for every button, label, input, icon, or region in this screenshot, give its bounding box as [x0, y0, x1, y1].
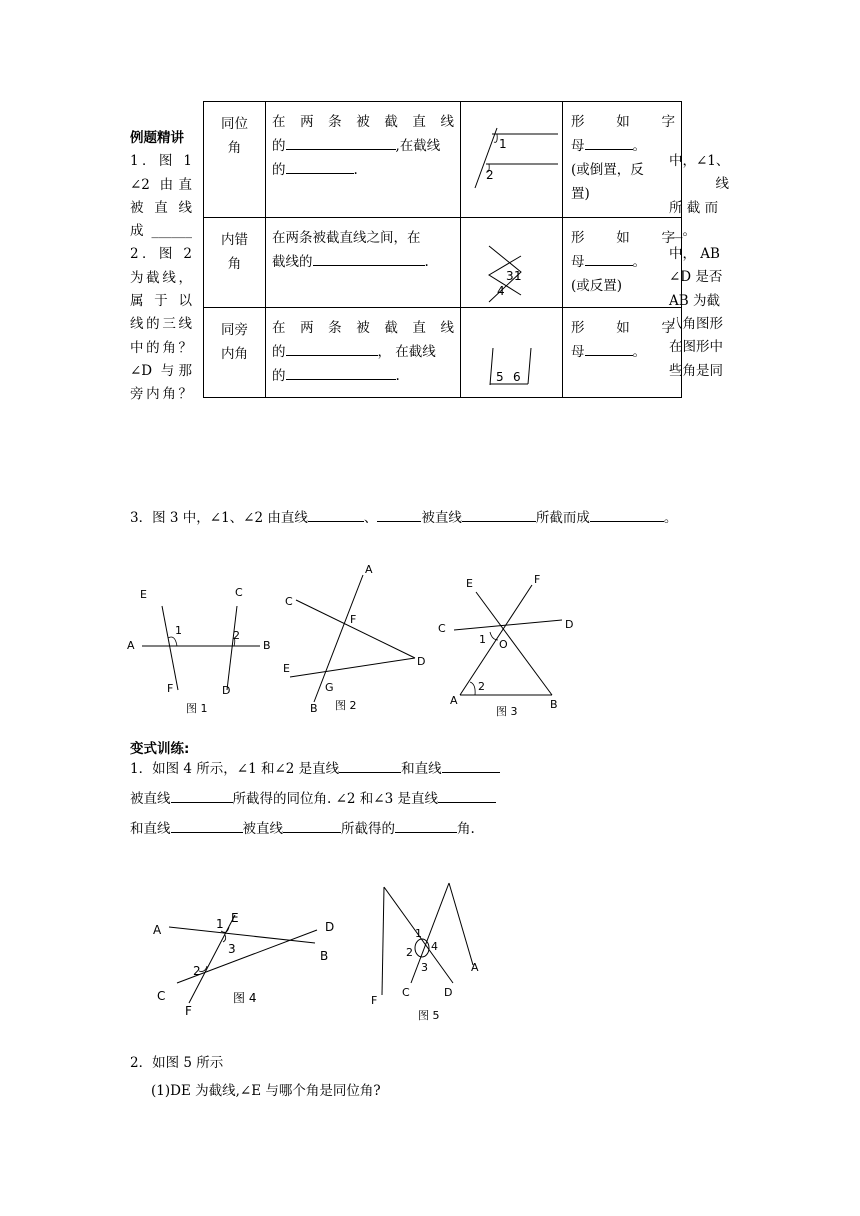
angle-name: 角	[227, 256, 242, 272]
variant-heading: 变式训练:	[130, 741, 190, 757]
answer-blank[interactable]	[438, 787, 496, 803]
point-label: A	[127, 639, 135, 652]
figure-2	[280, 560, 430, 720]
angle-label: 4	[497, 284, 505, 298]
point-label: A	[471, 961, 479, 974]
definition-text: 在 两 条 被 截 直 线	[272, 320, 454, 336]
definition-text: 的	[272, 138, 286, 154]
answer-blank[interactable]	[286, 134, 396, 150]
angle-type-table	[203, 101, 682, 398]
right-fragment: 线	[715, 176, 729, 193]
point-label: F	[185, 1004, 192, 1018]
shape-form-cell	[563, 102, 682, 218]
question-text: 角.	[457, 821, 475, 837]
angle-label: 2	[486, 168, 494, 182]
table-row-corresponding	[204, 102, 682, 218]
point-label: O	[499, 638, 508, 651]
point-label: E	[140, 588, 147, 601]
answer-blank[interactable]	[585, 340, 633, 356]
shape-figure-cell	[461, 102, 563, 218]
angle-name: 同位	[221, 116, 248, 132]
figure-5	[365, 875, 490, 1030]
angle-label: 6	[513, 370, 521, 384]
point-label: A	[153, 923, 162, 937]
angle-label: 2	[478, 680, 485, 693]
question-text: 。	[663, 510, 678, 526]
right-fragment: 在图形中	[669, 339, 723, 356]
answer-blank[interactable]	[313, 250, 425, 266]
definition-text: 的	[272, 162, 286, 178]
figure-caption: 图 4	[233, 991, 257, 1005]
answer-blank[interactable]	[339, 757, 401, 773]
definition-text: 的	[272, 344, 286, 360]
angle-label: 1	[216, 917, 224, 931]
figure-caption: 图 3	[496, 705, 518, 718]
definition-text: ,在截线	[395, 138, 441, 154]
form-text: 形 如 字	[571, 320, 675, 336]
shape-form-cell	[563, 308, 682, 398]
point-label: F	[350, 613, 357, 626]
point-label: C	[438, 622, 446, 635]
point-label: B	[320, 949, 329, 963]
point-label: D	[417, 655, 426, 668]
angle-label: 1	[514, 269, 522, 283]
angle-label: 2	[193, 964, 201, 978]
point-label: D	[325, 920, 335, 934]
right-fragment: 八角图形	[669, 316, 723, 333]
angle-label: 4	[431, 940, 438, 953]
answer-blank[interactable]	[283, 817, 341, 833]
point-label: G	[325, 681, 334, 694]
figure-caption: 图 1	[186, 702, 208, 715]
right-fragment: __。	[669, 222, 696, 239]
question-text: 所截得的	[341, 821, 395, 837]
point-label: B	[263, 639, 271, 652]
left-fragment: 2．图 2	[130, 246, 192, 263]
answer-blank[interactable]	[308, 506, 364, 522]
right-fragment: 中， AB	[669, 246, 720, 263]
question-text: 和直线	[130, 821, 171, 837]
answer-blank[interactable]	[286, 364, 396, 380]
answer-blank[interactable]	[286, 340, 378, 356]
right-fragment: 所 截 而	[669, 199, 719, 216]
variant-question-1	[130, 757, 500, 841]
definition-cell	[266, 308, 461, 398]
form-text: 。	[632, 344, 646, 360]
angle-name-cell	[204, 308, 266, 398]
point-label: C	[402, 986, 410, 999]
form-text: 母	[571, 254, 585, 270]
definition-text: .	[395, 368, 400, 384]
left-fragment: 成______	[130, 223, 192, 240]
form-text: (或反置)	[571, 278, 623, 294]
left-fragment: 被 直 线	[130, 199, 192, 216]
form-text: 形 如 字	[571, 114, 675, 130]
left-fragment: 中的角？	[130, 339, 192, 356]
point-label: F	[371, 994, 378, 1007]
angle-name: 内错	[221, 232, 248, 248]
answer-blank[interactable]	[590, 506, 664, 522]
right-fragment: 些角是同	[669, 362, 723, 379]
right-fragment: ∠D 是否	[669, 269, 723, 286]
angle-name: 同旁	[221, 322, 248, 338]
definition-text: 在 两 条 被 截 直 线	[272, 114, 454, 130]
left-fragment: ∠2 由直	[130, 176, 192, 193]
point-label: C	[157, 989, 166, 1003]
definition-text: .	[353, 162, 358, 178]
left-fragment: 旁内角？	[130, 386, 192, 403]
form-text: 母	[571, 344, 585, 360]
point-label: A	[365, 563, 373, 576]
form-text: 。	[632, 138, 646, 154]
answer-blank[interactable]	[585, 250, 633, 266]
angle-name-cell	[204, 218, 266, 308]
point-label: D	[444, 986, 453, 999]
point-label: D	[222, 684, 231, 697]
question-text: 1．如图 4 所示，∠1 和∠2 是直线	[130, 761, 340, 777]
definition-text: .	[424, 254, 429, 270]
example-left-column	[130, 127, 192, 407]
angle-label: 3	[421, 961, 428, 974]
angle-label: 1	[175, 624, 182, 637]
angle-name-cell	[204, 102, 266, 218]
question-text: 被直线	[130, 791, 171, 807]
answer-blank[interactable]	[377, 506, 421, 522]
point-label: F	[167, 682, 174, 695]
question-text: 3．图 3 中，∠1、∠2 由直线	[130, 510, 308, 526]
answer-blank[interactable]	[171, 787, 233, 803]
table-row-interior	[204, 308, 682, 398]
left-fragment: 1．图 1	[130, 153, 192, 170]
question-text: 和直线	[401, 761, 442, 777]
form-text: 。	[632, 254, 646, 270]
angle-label: 2	[406, 946, 413, 959]
angle-label: 1	[479, 633, 486, 646]
question-text: 所截而成	[535, 510, 590, 526]
definition-text: 的	[272, 368, 286, 384]
form-text: 形 如 字	[571, 230, 675, 246]
answer-blank[interactable]	[442, 757, 500, 773]
form-text: 置)	[571, 186, 590, 202]
angle-label: 1	[415, 927, 422, 940]
angle-name: 角	[227, 140, 242, 156]
shape-figure-cell	[461, 308, 563, 398]
definition-text: 截线的	[272, 254, 313, 270]
point-label: E	[283, 662, 290, 675]
question-text: 被直线	[242, 821, 283, 837]
left-fragment: ∠D 与那	[130, 362, 192, 379]
question-text: 被直线	[421, 510, 462, 526]
point-label: C	[285, 595, 293, 608]
point-label: F	[534, 573, 541, 586]
angle-label: 3	[506, 269, 514, 283]
figure-caption: 图 2	[335, 699, 357, 712]
question-text: 所截得的同位角. ∠2 和∠3 是直线	[232, 791, 438, 807]
answer-blank[interactable]	[286, 158, 354, 174]
left-fragment: 为截线，	[130, 269, 192, 286]
angle-label: 5	[496, 370, 504, 384]
point-label: B	[310, 702, 318, 715]
angle-name: 内角	[221, 346, 248, 362]
answer-blank[interactable]	[462, 506, 536, 522]
point-label: E	[231, 911, 239, 925]
right-fragment: AB 为截	[669, 292, 720, 309]
variant-question-2-sub-1: (1)DE 为截线,∠E 与哪个角是同位角?	[151, 1083, 381, 1099]
left-fragment: 属 于 以	[130, 293, 192, 310]
definition-text: ， 在截线	[377, 344, 436, 360]
f-shape-diagram	[461, 102, 562, 218]
z-shape-diagram	[461, 218, 562, 308]
left-fragment: 线的三线	[130, 316, 192, 333]
figure-1	[120, 578, 285, 718]
question-text: 、	[363, 510, 378, 526]
table-row-alternate	[204, 218, 682, 308]
u-shape-diagram	[461, 308, 562, 398]
shape-figure-cell	[461, 218, 563, 308]
right-fragment: 中，∠1、	[669, 153, 730, 169]
example-heading: 例题精讲	[130, 130, 184, 146]
form-text: 母	[571, 138, 585, 154]
point-label: A	[450, 694, 458, 707]
point-label: D	[565, 618, 574, 631]
answer-blank[interactable]	[395, 817, 457, 833]
point-label: C	[235, 586, 243, 599]
figure-3	[432, 570, 587, 720]
answer-blank[interactable]	[585, 134, 633, 150]
point-label: E	[466, 577, 473, 590]
form-text: (或倒置，反	[571, 162, 644, 178]
question-3	[130, 506, 677, 530]
figure-4	[145, 905, 345, 1020]
answer-blank[interactable]	[171, 817, 243, 833]
definition-text: 在两条被截直线之间，在	[272, 230, 421, 246]
definition-cell	[266, 102, 461, 218]
point-label: B	[550, 698, 558, 711]
shape-form-cell	[563, 218, 682, 308]
figure-caption: 图 5	[418, 1009, 440, 1022]
definition-cell	[266, 218, 461, 308]
angle-label: 3	[228, 942, 236, 956]
variant-question-2: 2．如图 5 所示	[130, 1055, 224, 1071]
angle-label: 2	[233, 629, 240, 642]
angle-label: 1	[499, 137, 507, 151]
